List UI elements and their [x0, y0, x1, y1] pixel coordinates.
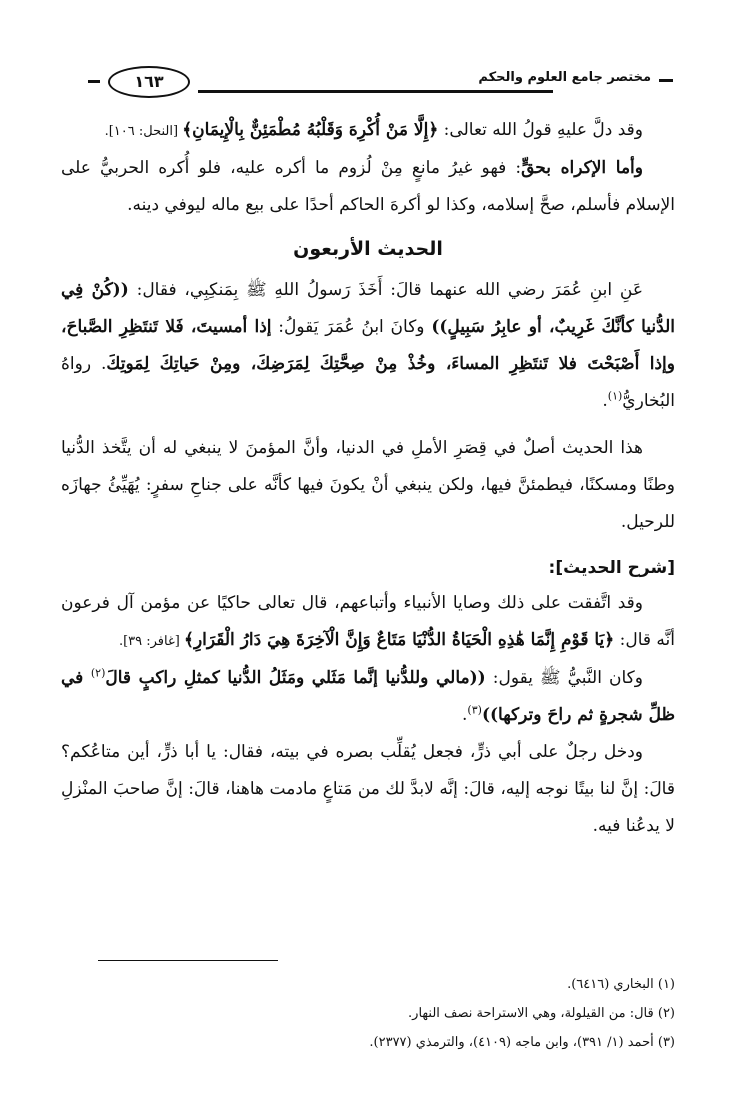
footnote-ref-1: (١) — [607, 389, 623, 403]
footnote-ref-3: (٣) — [467, 703, 482, 717]
spacer — [61, 541, 675, 551]
book-title: مختصر جامع العلوم والحكم — [478, 70, 651, 85]
verse-citation-2: [غافر: ٣٩]. — [118, 634, 184, 649]
p5-end: . — [462, 705, 468, 725]
header-rule — [198, 90, 553, 93]
commentary-heading: [شرح الحديث]: — [548, 558, 675, 578]
quran-verse-1: ﴿إِلَّا مَنْ أُكْرِهَ وَقَلْبُهُ مُطْمَئِنٌّ بِالْإِيمَانِ﴾ — [182, 120, 439, 140]
paragraph-3: هذا الحديث أصلٌ في قِصَرِ الأملِ في الدنيا، وأنَّ المؤمنَ لا ينبغي له أن يتَّخذ الدُّنيا وطنًا ومسكنًا، فيطمئنَّ فيها، ولكن ينبغي أنْ يكونَ فيها كأنَّه على جناحِ سفرٍ: يُهَيِّئُ جهازَه للرحيل. — [61, 438, 675, 532]
footnote-1: (١) البخاري (٦٤١٦). — [567, 977, 675, 992]
hadith-quote: ((كُنْ فِي الدُّنيا كأنَّكَ غَرِيبٌ، أو عابِرُ سَبِيلٍ)) — [61, 280, 675, 337]
running-header — [88, 66, 673, 102]
footnote-2: (٢) قال: من القيلولة، وهي الاستراحة نصف النهار. — [408, 1006, 675, 1021]
verse-citation-1: [النحل: ١٠٦]. — [104, 124, 183, 139]
header-dash-right — [659, 79, 673, 82]
footnotes — [61, 970, 675, 1057]
ibn-umar-quote: إذا أمسيتَ، فَلا تَنتَظِرِ الصَّباحَ، وإذا أَصْبَحْتَ فلا تَنتَظِرِ المساءَ، وخُذْ مِنْ صِحَّتِكَ لِمَرَضِكَ، ومِنْ حَياتِكَ لِمَوتِكَ — [61, 317, 675, 374]
paragraph-4 — [61, 585, 675, 660]
hadith-end: . — [602, 391, 608, 411]
p1-lead: وقد دلَّ عليهِ قولُ الله تعالى: — [438, 120, 643, 140]
paragraph-6: ودخل رجلٌ على أبي ذرٍّ، فجعل يُقلِّب بصره في بيته، فقال: يا أبا ذرٍّ، أين متاعُكم؟ قالَ: إنَّ لنا بيتًا نوجه إليه، قالَ: إنَّه لابدَّ لك من مَتاعٍ مادمت هاهنا، قالَ: إنَّ صاحبَ المنْزلِ لا يدعُنا فيه. — [61, 742, 675, 836]
p2-bold-lead: وأما الإكراه بحقٍّ — [521, 158, 643, 178]
hadith-intro: عَنِ ابنِ عُمَرَ رضي الله عنهما قالَ: أَخَذَ رَسولُ اللهِ ﷺ بِمَنكِبِي، فقال: — [128, 280, 643, 300]
main-text — [61, 112, 675, 845]
footnote-3: (٣) أحمد (١/ ٣٩١)، وابن ماجه (٤١٠٩)، والترمذي (٢٣٧٧). — [369, 1035, 675, 1050]
quran-verse-2: ﴿يَا قَوْمِ إِنَّمَا هَٰذِهِ الْحَيَاةُ الدُّنْيَا مَتَاعٌ وَإِنَّ الْآخِرَةَ هِيَ دَارُ الْقَرَارِ﴾ — [184, 630, 615, 650]
hadith-source: . رواهُ البُخاريُّ — [61, 354, 675, 411]
paragraph-2 — [61, 150, 675, 224]
paragraph-5 — [61, 660, 675, 734]
footnote-rule — [98, 960, 278, 961]
p5-text: وكان النَّبيُّ ﷺ يقول: — [485, 668, 643, 688]
footnote-ref-2: (٢) — [90, 666, 106, 680]
prophet-quote-2: في ظلِّ شجرةٍ ثم راحَ وتركها)) — [61, 668, 675, 725]
hadith-paragraph — [61, 272, 675, 420]
hadith-text-2: وكانَ ابنُ عُمَرَ يَقولُ: — [271, 317, 432, 337]
spacer — [61, 420, 675, 430]
p2-text: : فهو غيرُ مانعٍ مِنْ لُزوم ما أكره عليه، فلو أُكره الحربيُّ على الإسلام فأسلم، صحَّ إسلامه، وكذا لو أكرهَ الحاكم أحدًا على بيع ماله ليوفي دينه. — [61, 158, 675, 215]
p4-text: وقد اتَّفقت على ذلك وصايا الأنبياء وأتباعهم، قال تعالى حاكيًا عن مؤمن آل فرعون أنَّه قال: — [61, 593, 675, 650]
section-title: الحديث الأربعون — [293, 238, 443, 260]
header-dash-left — [88, 80, 100, 83]
paragraph-1 — [61, 112, 675, 150]
prophet-quote: ((مالي وللدُّنيا إنَّما مَثَلي ومَثَلُ الدُّنيا كمثلِ راكبٍ قالَ — [105, 668, 486, 688]
page-number: ١٦٣ — [108, 66, 190, 98]
